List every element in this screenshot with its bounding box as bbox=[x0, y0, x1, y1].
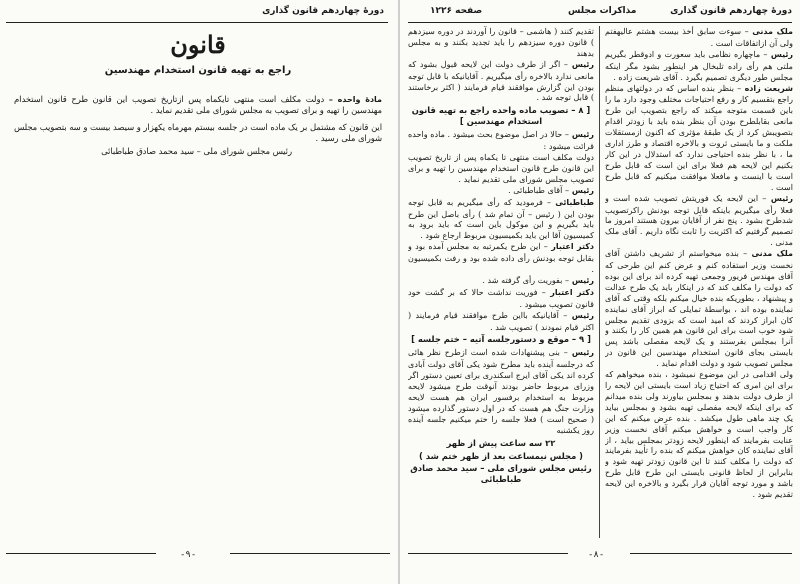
speaker-name: رئیس bbox=[569, 275, 594, 285]
right-page-header-center: مذاکرات مجلس bbox=[568, 6, 637, 16]
speaker-name: رئیس bbox=[567, 310, 594, 320]
left-footer-rule-a bbox=[6, 553, 156, 554]
speech-paragraph bbox=[605, 193, 793, 249]
speech-text: ولی اقدامی در این موضوع نمیشود ، بنده میخواهم که برای این امری که احتیاج زیاد است بایستی این لایحه را از طرف دولت بدهند و بمجلس بیاورند ولی بنده میدانم که برای اینکه لایحه مفصلی تهیه بشود و بمجلس بیاید یک چند ماهی طول میکشد . بنده عرض میکنم که این کار واجب است و خواهش میکنم آقای نخست وزیر عنایت بفرمایند که اینطور لایحه زودتر بمجلس بیاید ، از آقای نماینده کان خواهش میکنم که بنده را تأیید بفرمایند که دولت را مکلف کنند تا این قانون زودتر تهیه شود و بنابراین از لحاظ قانونی بایستی این طرح قابل طرح باشد و مورد توجه آقایان قرار بگیرد و بالاخره این لایحه تقدیم شود . bbox=[605, 369, 793, 500]
speech-text: – این طرح یکمرتبه به مجلس آمده بود و بقابل توجه بودنش رأی داده شده بود و رفت بکمیسیون . bbox=[408, 241, 594, 275]
speech-paragraph bbox=[408, 287, 594, 310]
section-heading bbox=[408, 105, 594, 127]
closing-text: این قانون که مشتمل بر یک ماده است در جلسه بیستم مهرماه یکهزار و سیصد بیست و سه بتصویب مجلس شورای ملی رسید . bbox=[14, 122, 382, 144]
left-page bbox=[0, 0, 398, 584]
article-paragraph bbox=[14, 94, 382, 116]
law-title: قانون bbox=[170, 30, 226, 59]
right-footer-rule-b bbox=[630, 553, 792, 554]
speech-paragraph bbox=[605, 26, 793, 49]
speech-text: – بنظر بنده اساس که در دولتهای منظم راجع بتقسیم کار و رفع احتیاجات مختلف وجود دارد ما را باین قسمت متوجه میکند که راجع بتصویب این طرح مانعی بقابلطرح بودن آن بنظر بنده باید با زودتر اقدام بتصویبش کرد از یک طبقهٔ مؤثری که اکنون ازمستقلات ملکت و ما بایستی ثروت و بالاخره اقتصاد و طرز اداری ما ، با نظر بنده احتیاجی ندارد که استدلال در این کار بکنیم این لایحه هم فعلا برای این است که قابل طرح است با اینست و مافعلا موافقت میکنیم که قابل طرح است . bbox=[605, 82, 793, 192]
speaker-name: دکتر اعتبار bbox=[545, 287, 594, 297]
right-page-right-column bbox=[605, 26, 793, 556]
section-heading bbox=[408, 438, 594, 449]
speaker-name: ملک مدنی bbox=[747, 249, 793, 259]
heading-text: رئیس مجلس شورای ملی – سید محمد صادق طباطبائی bbox=[410, 463, 592, 485]
speaker-name: رئیس bbox=[568, 130, 594, 140]
speech-text: تقدیم کنند ( هاشمی – قانون را آوردند در دوره سیزدهم ) قانون دوره سیزدهم را باید تجدید بکنند و به مجلس بدهند bbox=[408, 26, 594, 58]
left-page-header-title: دورهٔ چهاردهم قانون گذاری bbox=[262, 6, 384, 16]
speaker-name: رئیس bbox=[567, 59, 594, 69]
section-heading bbox=[408, 334, 594, 345]
right-page-number: -۸- bbox=[588, 550, 605, 560]
speech-paragraph bbox=[605, 49, 793, 83]
left-footer-rule-b bbox=[230, 553, 390, 554]
speech-text: دولت مکلف است منتهی تا یکماه پس از تاریخ تصویب این قانون طرح قانون استخدام مهندسین را تهیه و برای تصویب مجلس شورای ملی تقدیم نماید . bbox=[408, 151, 594, 184]
speaker-name: رئیس bbox=[766, 193, 793, 203]
right-page-left-column bbox=[408, 26, 594, 556]
right-footer-rule-a bbox=[408, 553, 568, 554]
speech-text: – ماچهاره نظامی باید سعورت و ادوقطر بگیریم ملتی هم رأی راده تلبخال هر اینطور بشود مگر اینکه مجلس طور دیگری تصمیم بگیرد . آقای شریعت زاده . bbox=[605, 48, 793, 82]
right-header-rule bbox=[408, 22, 792, 23]
speech-paragraph bbox=[605, 83, 793, 193]
speech-text: – آقایانیکه بااین طرح موافقند قیام فرمایند ( اکثر قیام نمودند ) تصویب شد . bbox=[408, 309, 594, 332]
speech-paragraph bbox=[408, 347, 594, 435]
speech-text: – سوءت سابق أخذ بیست هشتم عالیهفتم ولی آن ازاتفاقات است . bbox=[605, 26, 793, 48]
speech-paragraph bbox=[408, 26, 594, 59]
right-page-header-page: صفحه ۱۲۲۶ bbox=[430, 6, 483, 16]
speech-paragraph bbox=[605, 248, 793, 369]
left-page-body bbox=[14, 30, 382, 157]
speech-text: – فرمودید که رأی میگیریم به قابل توجه بودن این ( رئیس – آن تمام شد ) رأی باصل این طرح باید بگیریم و این موکول باین است که باید برود به کمیسیون آقا این باید بکمیسیون مربوط ارجاع شود . bbox=[408, 196, 594, 241]
speech-paragraph bbox=[408, 310, 594, 333]
law-subtitle: راجع به تهیه قانون استخدام مهندسین bbox=[104, 65, 292, 76]
speech-text: – آقای طباطبائی . bbox=[508, 184, 570, 195]
speech-paragraph bbox=[408, 152, 594, 185]
right-page-header-title: دورهٔ چهاردهم قانون گذاری bbox=[670, 6, 792, 16]
left-page-number: -۹- bbox=[180, 550, 197, 560]
speech-text: – حالا در اصل موضوع بحث میشود . ماده واحده قرائت میشود : bbox=[408, 129, 594, 152]
signature: رئیس مجلس شورای ملی – سید محمد صادق طباطبائی bbox=[101, 146, 292, 157]
speech-text: – فوریت نداشت حالا که بر گشت خود قانون تصویب میشود . bbox=[408, 286, 594, 309]
speech-paragraph bbox=[605, 369, 793, 500]
speaker-name: شریعت زاده bbox=[741, 83, 793, 93]
speech-paragraph bbox=[408, 129, 594, 152]
heading-text: [ ۸ – تصویب ماده واحده راجع به تهیه قانون استخدام مهندسین ] bbox=[411, 105, 591, 127]
speaker-name: رئیس bbox=[767, 49, 793, 59]
speech-paragraph bbox=[408, 59, 594, 104]
section-heading bbox=[408, 451, 594, 462]
speech-text: – بنی پیشنهادات شده است ازطرح نظر هائی که درجلسه آینده باید مطرح شود یکی آقای دولت آبادی کرده اند یکی آقای ایرج اسکندری برای تعیین دستور اگر وزرای مربوط حاضر بودند آنوقت طرح میشود لایحه مربوط به استخدام برفسور ایران هم هست لایحه وزارت جنگ هم هست که در اول دستور گذارده میشود ( صحیح است ) فعلا جلسه را ختم میکنیم جلسه آینده روز یکشنبه bbox=[408, 347, 594, 435]
speech-paragraph bbox=[408, 185, 594, 197]
heading-text: [ ۹ – موقع و دستورجلسه آتیه – ختم جلسه ] bbox=[411, 334, 591, 345]
heading-text: ( مجلس نیمساعت بعد از ظهر ختم شد ) bbox=[418, 450, 584, 461]
speech-text: – بفوریت رأی گرفته شد . bbox=[482, 274, 570, 285]
right-page bbox=[400, 0, 800, 584]
speech-text: – این لایحه یک فوریتش تصویب شده است و فعلا رأی میگیریم باینکه قابل توجه بودنش راکرتصویب شدطرح بشود . پنج نفر از آقایان بیرون هستند امروز ما تصمیم گرفتیم که اکثریت را ثابت نگاه داریم . آقای ملک مدنی . bbox=[605, 192, 793, 248]
speech-paragraph bbox=[408, 197, 594, 242]
speech-text: – بنده میخواستم از تشریف داشتن آقای نخست وزیر استفاده کنم و عرض کنم این طرحی که آقای مهندس فریور وجمعی تهیه کرده اند برای این بوده که دولت را مکلف کند که در اینکار باید یک طرح عدالت و پیشنهاد ، بطوریکه بنده خیال میکنم بلکه وقتی که آقای نماینده بوده اند ، بواسطهٔ تمایلی که ابراز آقای نماینده کان ابراز کردند که امید است که بزودی تقدیم مجلس شود خوب است برای این قانون هم همین کار را بکنند و آنرا بمجلس بفرستند و یک لایحه مفصلی باشد پس بایستی بجای قانون استخدام مهندسین این قانون در مجلس تصویب شود و دولت اقدام نماید . bbox=[605, 248, 793, 369]
speaker-name: طباطبائی bbox=[551, 197, 594, 207]
column-divider bbox=[599, 26, 600, 538]
speech-paragraph bbox=[408, 241, 594, 275]
speaker-name: دکتر اعتبار bbox=[547, 242, 594, 252]
heading-text: ۲۲ سه ساعت پیش از ظهر bbox=[446, 437, 556, 448]
speaker-name: رئیس bbox=[567, 348, 594, 358]
article-text: دولت مکلف است منتهی تایکماه پس ازتاریخ تصویب این قانون طرح قانون استخدام مهندسین را تهیه و برای تصویب به مجلس شورای ملی تقدیم نماید . bbox=[14, 94, 382, 116]
section-heading bbox=[408, 463, 594, 485]
speaker-name: رئیس bbox=[569, 185, 594, 195]
speech-paragraph bbox=[408, 275, 594, 287]
article-label: مادهٔ واحده – bbox=[328, 95, 383, 104]
left-header-rule bbox=[6, 22, 388, 23]
speech-text: – اگر از طرف دولت این لایحه قبول بشود که مانعی ندارد بالاخره رأی میگیریم . آقایانیکه با قابل توجه بودن این گزارش موافقند قیام فرمایند ( اکثر برخاستند ) قابل توجه شد . bbox=[408, 58, 594, 103]
speaker-name: ملک مدنی bbox=[748, 27, 793, 36]
